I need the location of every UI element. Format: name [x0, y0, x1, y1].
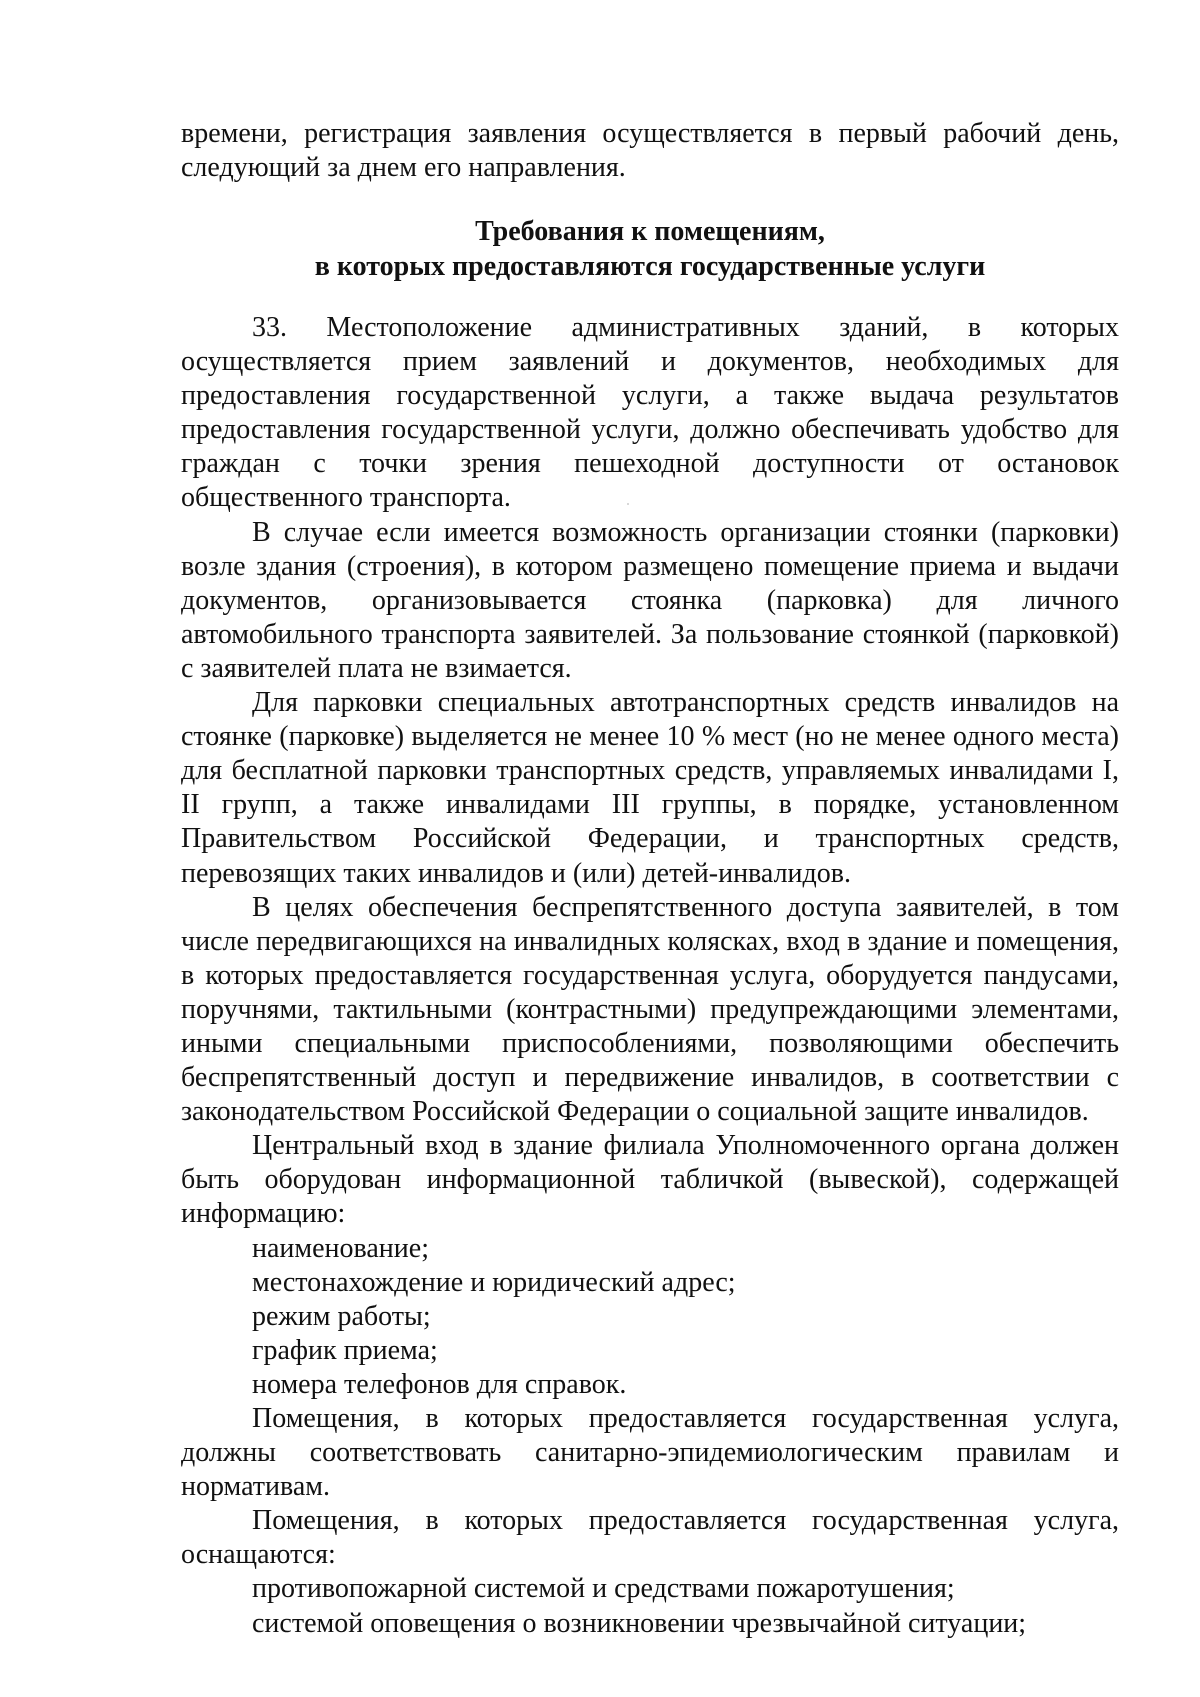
- sign-item-working-hours: режим работы;: [252, 1300, 431, 1332]
- paragraph-disabled-parking: Для парковки специальных автотранспортных средств инвалидов на стоянке (парковке) выделяется не менее 10 % мест (но не менее одного места) для бесплатной парковки транспортных средств, управляемых инвалидами I, II групп, а также инвалидами III группы, в порядке, установленном Правительством Российской Федерации, и транспортных средств, перевозящих таких инвалидов и (или) детей-инвалидов.: [181, 687, 1119, 889]
- section-heading: [181, 214, 1119, 284]
- sign-item-name: наименование;: [252, 1232, 429, 1264]
- equipment-item-alert-system: системой оповещения о возникновении чрезвычайной ситуации;: [252, 1607, 1027, 1639]
- paragraph-equipped: Помещения, в которых предоставляется государственная услуга, оснащаются:: [181, 1505, 1119, 1571]
- sign-item-phone-numbers: номера телефонов для справок.: [252, 1368, 627, 1400]
- paragraph-33: 33. Местоположение административных зданий, в которых осуществляется прием заявлений и документов, необходимых для предоставления государственной услуги, а также выдача результатов предоставления государственной услуги, должно обеспечивать удобство для граждан с точки зрения пешеходной доступности от остановок общественного транспорта.: [181, 312, 1119, 514]
- equipment-item-fire-system: противопожарной системой и средствами пожаротушения;: [252, 1573, 955, 1605]
- body-text-block: [181, 311, 1119, 1641]
- paragraph-entrance: Центральный вход в здание филиала Уполномоченного органа должен быть оборудован информационной табличкой (вывеской), содержащей информацию:: [181, 1130, 1119, 1230]
- paragraph-sanitary: Помещения, в которых предоставляется государственная услуга, должны соответствовать санитарно-эпидемиологическим правилам и нормативам.: [181, 1403, 1119, 1503]
- scan-speck: [627, 503, 629, 505]
- section-heading-line-1: Требования к помещениям,: [475, 216, 825, 247]
- continuation-text-block: [181, 117, 1119, 185]
- continuation-paragraph: времени, регистрация заявления осуществляется в первый рабочий день, следующий за днем его направления.: [181, 118, 1119, 184]
- paragraph-parking: В случае если имеется возможность организации стоянки (парковки) возле здания (строения), в котором размещено помещение приема и выдачи документов, организовывается стоянка (парковка) для личного автомобильного транспорта заявителей. За пользование стоянкой (парковкой) с заявителей плата не взимается.: [181, 516, 1119, 684]
- sign-item-reception-schedule: график приема;: [252, 1334, 438, 1366]
- sign-item-address: местонахождение и юридический адрес;: [252, 1266, 736, 1298]
- section-heading-line-2: в которых предоставляются государственные услуги: [314, 251, 986, 282]
- paragraph-access: В целях обеспечения беспрепятственного доступа заявителей, в том числе передвигающихся на инвалидных колясках, вход в здание и помещения, в которых предоставляется государственная услуга, оборудуется пандусами, поручнями, тактильными (контрастными) предупреждающими элементами, иными специальными приспособлениями, позволяющими обеспечить беспрепятственный доступ и передвижение инвалидов, в соответствии с законодательством Российской Федерации о социальной защите инвалидов.: [181, 891, 1119, 1128]
